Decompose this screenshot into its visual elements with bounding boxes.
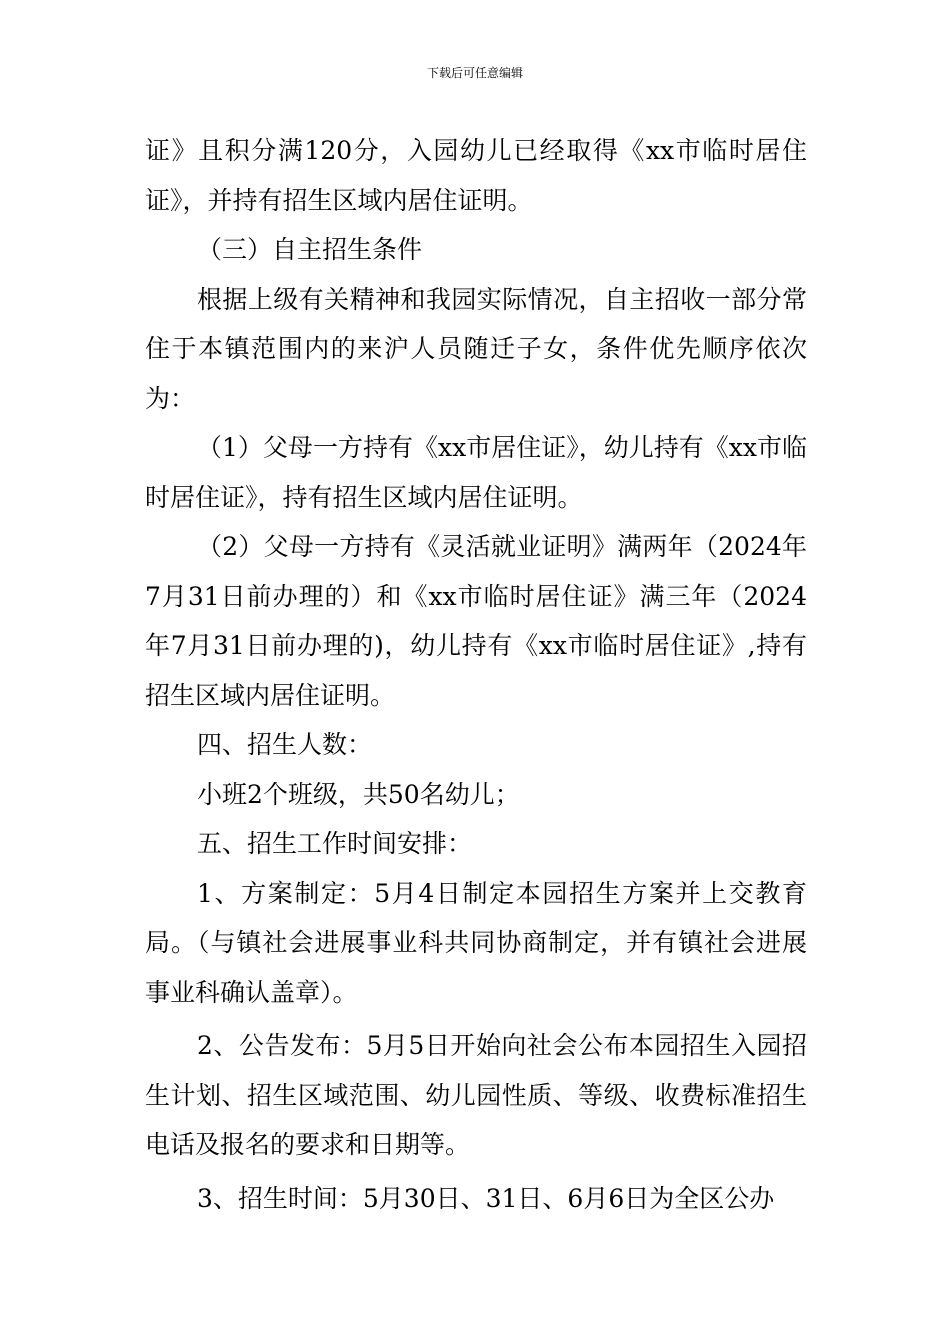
page-header: 下载后可任意编辑 xyxy=(426,66,523,80)
paragraph: （1）父母一方持有《xx市居住证》，幼儿持有《xx市临时居住证》，持有招生区域内居住证明。 xyxy=(145,433,807,512)
paragraph: （三）自主招生条件 xyxy=(197,235,423,264)
document-body xyxy=(145,126,807,1223)
paragraph: 小班2个班级，共50名幼儿； xyxy=(197,779,520,809)
paragraph: 根据上级有关精神和我园实际情况，自主招收一部分常住于本镇范围内的来沪人员随迁子女，条件优先顺序依次为： xyxy=(145,284,807,413)
paragraph: （2）父母一方持有《灵活就业证明》满两年（2024年7月31日前办理的）和《xx市临时居住证》满三年（2024年7月31日前办理的)，幼儿持有《xx市临时居住证》,持有招生区域内居住证明。 xyxy=(145,532,807,710)
paragraph: 1、方案制定：5月4日制定本园招生方案并上交教育局。（与镇社会进展事业科共同协商制定，并有镇社会进展事业科确认盖章）。 xyxy=(145,878,807,1007)
paragraph: 3、招生时间：5月30日、31日、6月6日为全区公办 xyxy=(197,1183,775,1213)
paragraph: 证》且积分满120分，入园幼儿已经取得《xx市临时居住证》，并持有招生区域内居住证明。 xyxy=(145,136,807,215)
paragraph: 五、招生工作时间安排： xyxy=(197,829,473,858)
paragraph: 2、公告发布：5月5日开始向社会公布本园招生入园招生计划、招生区域范围、幼儿园性质、等级、收费标准招生电话及报名的要求和日期等。 xyxy=(145,1031,807,1159)
paragraph: 四、招生人数： xyxy=(197,730,373,759)
